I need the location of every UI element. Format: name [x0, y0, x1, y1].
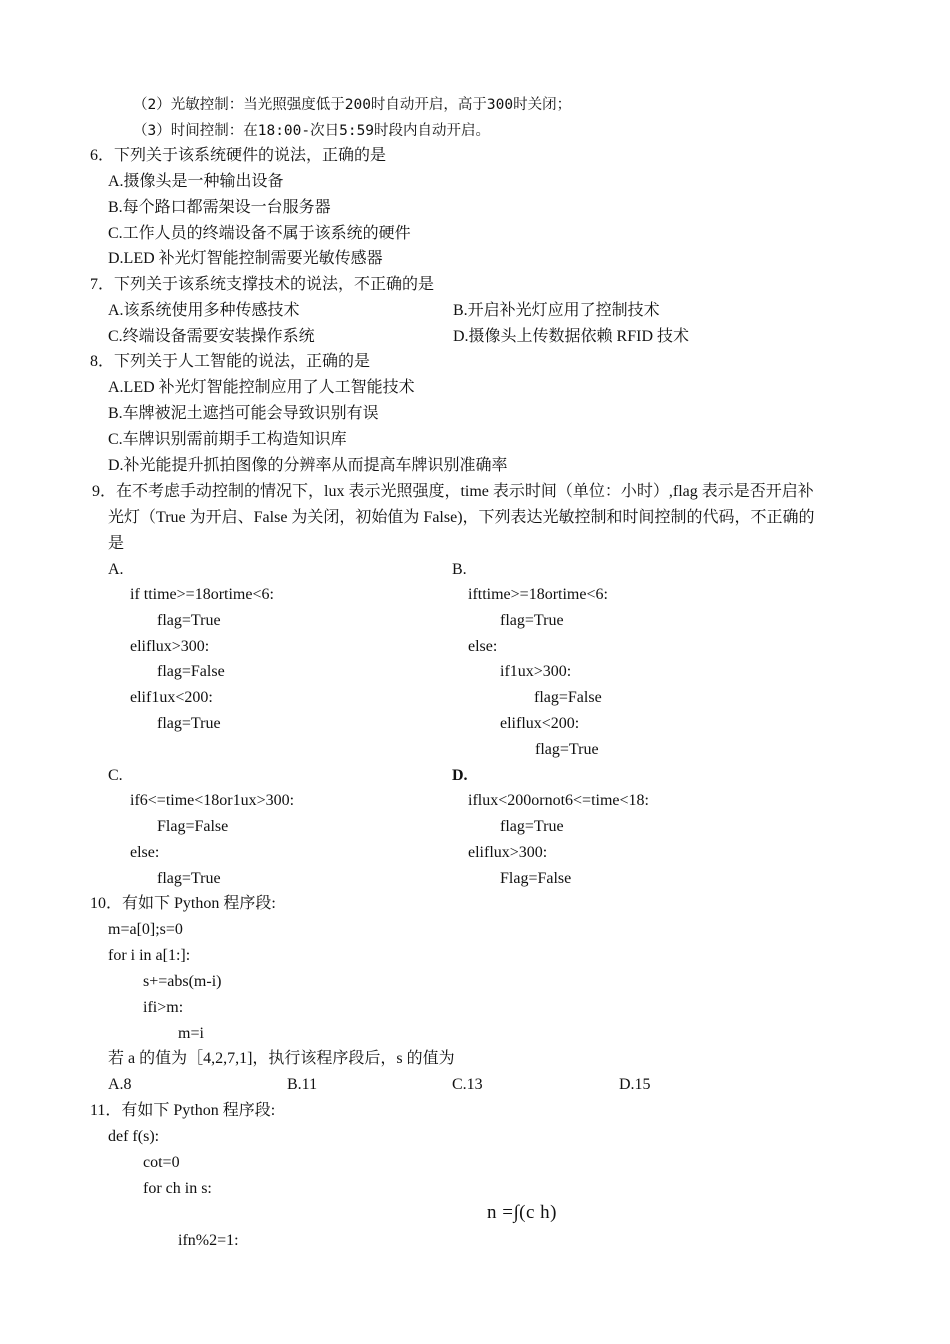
- q10-option: D.15: [619, 1076, 651, 1093]
- q7-option-c: C.终端设备需要安装操作系统: [108, 328, 315, 345]
- q9-d-code-line: iflux<200ornot6<=time<18:: [468, 792, 649, 809]
- q9-stem-line2: 光灯（True 为开启、False 为关闭，初始值为 False)，下列表达光敏控制和时间控制的代码，不正确的: [108, 509, 815, 526]
- q9-b-code-line: flag=False: [534, 689, 602, 706]
- q9-option-b-label: B.: [452, 561, 467, 578]
- q8-option-b: B.车牌被泥土遮挡可能会导致识别有误: [108, 405, 379, 422]
- q6-option-c: C.工作人员的终端设备不属于该系统的硬件: [108, 225, 411, 242]
- q9-b-code-line: flag=True: [500, 612, 564, 629]
- q7-option-d: D.摄像头上传数据依赖 RFID 技术: [453, 328, 690, 345]
- q10-stem: 10．有如下 Python 程序段:: [90, 895, 276, 912]
- q8-option-d: D.补光能提升抓拍图像的分辨率从而提高车牌识别准确率: [108, 457, 508, 474]
- q9-b-code-line: flag=True: [535, 741, 599, 758]
- q9-b-code-line: if1ux>300:: [500, 663, 572, 680]
- q11-code-line: cot=0: [143, 1154, 180, 1171]
- q9-a-code-line: flag=False: [157, 663, 225, 680]
- q7-stem: 7．下列关于该系统支撑技术的说法，不正确的是: [90, 276, 435, 293]
- q10-option: C.13: [452, 1076, 483, 1093]
- q9-option-a-label: A.: [108, 561, 124, 578]
- q6-option-b: B.每个路口都需架设一台服务器: [108, 199, 331, 216]
- q10-code-line: for i in a[1:]:: [108, 947, 191, 964]
- q8-stem: 8．下列关于人工智能的说法，正确的是: [90, 353, 371, 370]
- q9-a-code-line: elif1ux<200:: [130, 689, 213, 706]
- q11-code-line: ifn%2=1:: [178, 1232, 239, 1249]
- q9-d-code-line: Flag=False: [500, 870, 572, 887]
- q9-option-c-label: C.: [108, 767, 123, 784]
- q8-option-a: A.LED 补光灯智能控制应用了人工智能技术: [108, 379, 415, 396]
- q10-code-line: m=i: [178, 1025, 204, 1042]
- q9-a-code-line: eliflux>300:: [130, 638, 210, 655]
- intro-light-control: （2）光敏控制：当光照强度低于200时自动开启，高于300时关闭；: [133, 97, 572, 113]
- q10-code-line: s+=abs(m-i): [143, 973, 222, 990]
- q9-stem-line1: 9．在不考虑手动控制的情况下，lux 表示光照强度，time 表示时间（单位：小时）,flag 表示是否开启补: [92, 483, 814, 500]
- q10-option: A.8: [108, 1076, 132, 1093]
- q10-code-line: m=a[0];s=0: [108, 921, 183, 938]
- q6-stem: 6．下列关于该系统硬件的说法，正确的是: [90, 147, 387, 164]
- q9-c-code-line: else:: [130, 844, 160, 861]
- q9-d-code-line: eliflux>300:: [468, 844, 548, 861]
- q9-b-code-line: eliflux<200:: [500, 715, 580, 732]
- q9-c-code-line: if6<=time<18or1ux>300:: [130, 792, 295, 809]
- q8-option-c: C.车牌识别需前期手工构造知识库: [108, 431, 347, 448]
- q6-option-d: D.LED 补光灯智能控制需要光敏传感器: [108, 250, 383, 267]
- q9-a-code-line: flag=True: [157, 715, 221, 732]
- intro-time-control: （3）时间控制：在18:00-次日5:59时段内自动开启。: [133, 123, 491, 139]
- q11-formula: n =∫(c h): [487, 1202, 558, 1223]
- q9-option-d-label: D.: [452, 767, 468, 784]
- q9-a-code-line: if ttime>=18ortime<6:: [130, 586, 274, 603]
- q6-option-a: A.摄像头是一种输出设备: [108, 173, 284, 190]
- q9-b-code-line: else:: [468, 638, 498, 655]
- q7-option-a: A.该系统使用多种传感技术: [108, 302, 300, 319]
- q9-d-code-line: flag=True: [500, 818, 564, 835]
- q9-c-code-line: Flag=False: [157, 818, 229, 835]
- q10-question: 若 a 的值为［4,2,7,1]，执行该程序段后，s 的值为: [108, 1050, 455, 1067]
- q10-code-line: ifi>m:: [143, 999, 184, 1016]
- q9-a-code-line: flag=True: [157, 612, 221, 629]
- q11-code-line: def f(s):: [108, 1128, 160, 1145]
- q7-option-b: B.开启补光灯应用了控制技术: [453, 302, 660, 319]
- q11-code-line: for ch in s:: [143, 1180, 212, 1197]
- q10-option: B.11: [287, 1076, 318, 1093]
- q11-stem: 11．有如下 Python 程序段:: [90, 1102, 276, 1119]
- q9-b-code-line: ifttime>=18ortime<6:: [468, 586, 608, 603]
- q9-c-code-line: flag=True: [157, 870, 221, 887]
- q9-stem-line3: 是: [108, 535, 125, 552]
